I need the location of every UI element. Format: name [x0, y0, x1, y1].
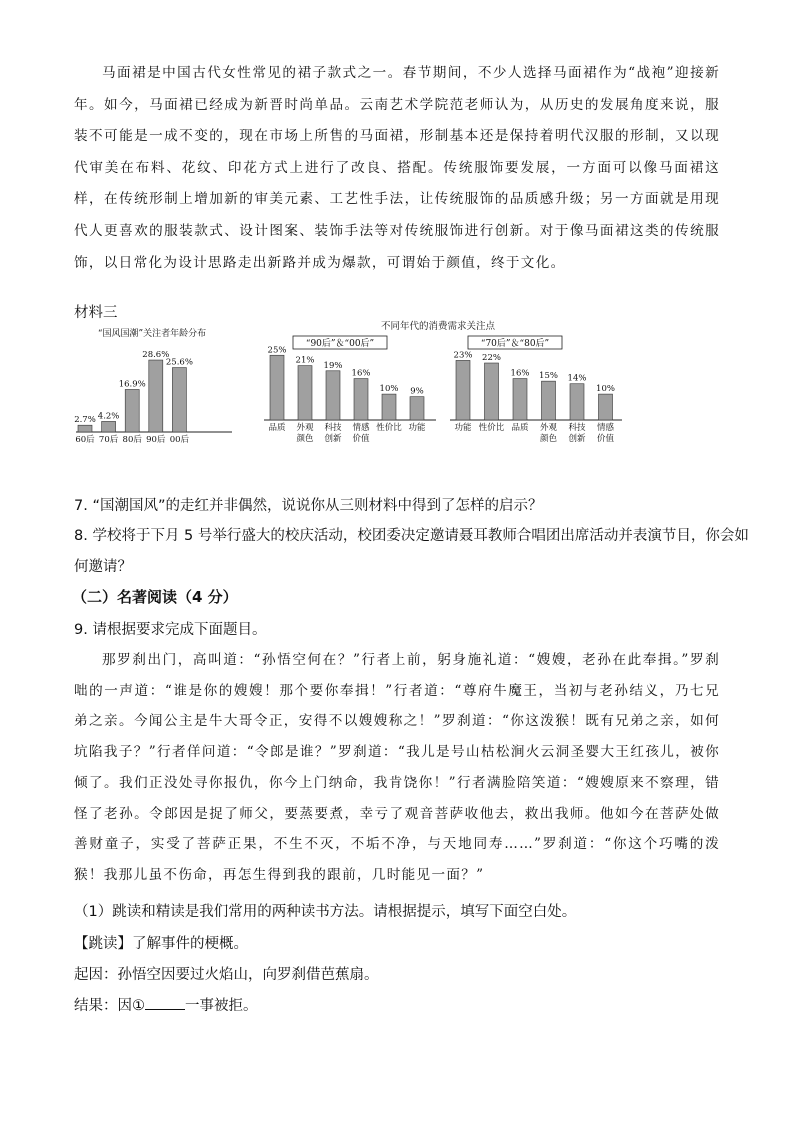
value-label-4: 10%: [379, 384, 399, 395]
bar-3: [354, 379, 368, 420]
category-label-1-1: 颜色: [296, 434, 314, 444]
answer-blank[interactable]: [145, 995, 185, 1010]
bar-0: [456, 360, 470, 420]
value-label-1: 4.2%: [97, 411, 120, 422]
result-line: [74, 994, 258, 1015]
result-marker: ①: [132, 998, 145, 1014]
chart-title: “70后”＆“80后”: [480, 339, 550, 349]
question-9: 9. 请根据要求完成下面题目。: [74, 622, 267, 638]
category-label-5-0: 情感: [596, 423, 615, 433]
bar-2: [326, 371, 340, 420]
category-label-2-0: 科技: [324, 423, 342, 433]
age-distribution-chart: [74, 327, 232, 445]
overall-chart-title: 不同年代的消费需求关注点: [380, 321, 496, 332]
category-label-3-1: 价值: [352, 434, 370, 444]
category-label-0: 品质: [268, 423, 286, 433]
question-7: 7. “国潮国风”的走红并非偶然，说说你从三则材料中得到了怎样的启示？: [74, 498, 543, 514]
value-label-2: 19%: [323, 360, 343, 371]
category-label-4: 性价比: [376, 423, 402, 433]
category-label-0: 功能: [454, 423, 472, 433]
bar-0: [270, 355, 284, 420]
value-label-4: 14%: [567, 373, 587, 384]
value-label-3: 16%: [351, 368, 371, 379]
category-label-4: 00后: [169, 435, 190, 445]
bar-2: [513, 379, 527, 420]
category-label-2: 品质: [511, 423, 529, 433]
bar-3: [542, 381, 556, 420]
skim-heading: 【跳读】了解事件的梗概。: [74, 936, 248, 952]
section-two-heading: （二）名著阅读（4 分）: [72, 588, 238, 606]
consumer-90s-00s-chart: [264, 336, 436, 444]
category-label-1-0: 外观: [296, 423, 314, 433]
category-label-1: 70后: [98, 435, 119, 445]
category-label-5: 功能: [408, 423, 426, 433]
value-label-0: 25%: [267, 345, 287, 356]
category-label-3: 90后: [146, 435, 166, 445]
category-label-5-1: 价值: [596, 434, 615, 444]
material-three-label: 材料三: [74, 305, 118, 321]
category-label-1: 性价比: [478, 423, 505, 433]
bar-1: [102, 421, 116, 432]
category-label-2: 80后: [122, 435, 142, 445]
bar-4: [382, 394, 396, 420]
chart-title: “国风国潮”关注者年龄分布: [97, 329, 207, 339]
bar-5: [410, 397, 424, 420]
cause-line: 起因：孙悟空因要过火焰山，向罗刹借芭蕉扇。: [74, 967, 379, 983]
category-label-4-0: 科技: [568, 423, 586, 433]
charts-figure: [0, 318, 794, 448]
material-two-paragraph: 马面裙是中国古代女性常见的裙子款式之一。春节期间，不少人选择马面裙作为“战袍”迎接新年。如今，马面裙已经成为新晋时尚单品。云南艺术学院范老师认为，从历史的发展角度来说，服装不可能是一成不变的，现在市场上所售的马面裙，形制基本还是保持着明代汉服的形制，又以现代审美在布料、花纹、印花方式上进行了改良、搭配。传统服饰要发展，一方面可以像马面裙这样，在传统形制上增加新的审美元素、工艺性手法，让传统服饰的品质感升级；另一方面就是用现代人更喜欢的服装款式、设计图案、装饰手法等对传统服饰进行创新。对于像马面裙这类的传统服饰，以日常化为设计思路走出新路并成为爆款，可谓始于颜值，终于文化。: [74, 65, 720, 271]
category-label-3-0: 外观: [539, 423, 558, 433]
value-label-2: 16.9%: [118, 379, 146, 390]
question-8-line-1: 8. 学校将于下月 5 号举行盛大的校庆活动，校团委决定邀请聂耳教师合唱团出席活动并表演节目，你会如: [74, 528, 749, 544]
sub-question-1: （1）跳读和精读是我们常用的两种读书方法。请根据提示，填写下面空白处。: [74, 904, 577, 920]
value-label-5: 9%: [410, 386, 424, 397]
value-label-1: 22%: [482, 353, 501, 364]
excerpt-paragraph: 那罗刹出门，高叫道：“孙悟空何在？”行者上前，躬身施礼道：“嫂嫂，老孙在此奉揖。”罗刹咄的一声道：“谁是你的嫂嫂！那个要你奉揖！”行者道：“尊府牛魔王，当初与老孙结义，乃七兄弟之亲。今闻公主是牛大哥令正，安得不以嫂嫂称之！”罗刹道：“你这泼猴！既有兄弟之亲，如何坑陷我子？”行者佯问道：“令郎是谁？”罗刹道：“我儿是号山枯松涧火云洞圣婴大王红孩儿，被你倾了。我们正没处寻你报仇，你今上门纳命，我肯饶你！”行者满脸陪笑道：“嫂嫂原来不察理，错怪了老孙。令郎因是捉了师父，要蒸要煮，幸亏了观音菩萨收他去，救出我师。他如今在菩萨处做善财童子，实受了菩萨正果，不生不灭，不垢不净，与天地同寿……”罗刹道：“你这个巧嘴的泼猴！我那儿虽不伤命，再怎生得到我的跟前，几时能见一面？”: [74, 652, 720, 883]
result-prefix: 结果：因: [74, 998, 132, 1014]
bar-4: [172, 368, 186, 432]
chart-title: “90后”＆“00后”: [305, 339, 375, 349]
value-label-4: 25.6%: [165, 357, 193, 368]
bar-0: [78, 425, 92, 432]
bar-5: [599, 394, 613, 420]
consumer-70s-80s-chart: [450, 336, 622, 444]
result-suffix: 一事被拒。: [185, 998, 258, 1014]
bar-3: [149, 360, 163, 432]
value-label-2: 16%: [510, 368, 530, 379]
value-label-0: 23%: [453, 350, 473, 361]
value-label-1: 21%: [295, 355, 315, 366]
bar-4: [570, 384, 584, 420]
value-label-3: 15%: [539, 371, 558, 382]
value-label-3: 28.6%: [142, 350, 170, 361]
category-label-4-1: 创新: [568, 434, 586, 444]
bar-1: [298, 366, 312, 420]
category-label-0: 60后: [75, 435, 95, 445]
category-label-2-1: 创新: [324, 434, 342, 444]
value-label-5: 10%: [596, 384, 615, 395]
category-label-3-1: 颜色: [539, 434, 558, 444]
bar-2: [125, 389, 139, 432]
value-label-0: 2.7%: [74, 415, 96, 426]
category-label-3-0: 情感: [352, 423, 370, 433]
question-8-line-2: 何邀请？: [74, 559, 132, 575]
bar-1: [485, 363, 499, 420]
